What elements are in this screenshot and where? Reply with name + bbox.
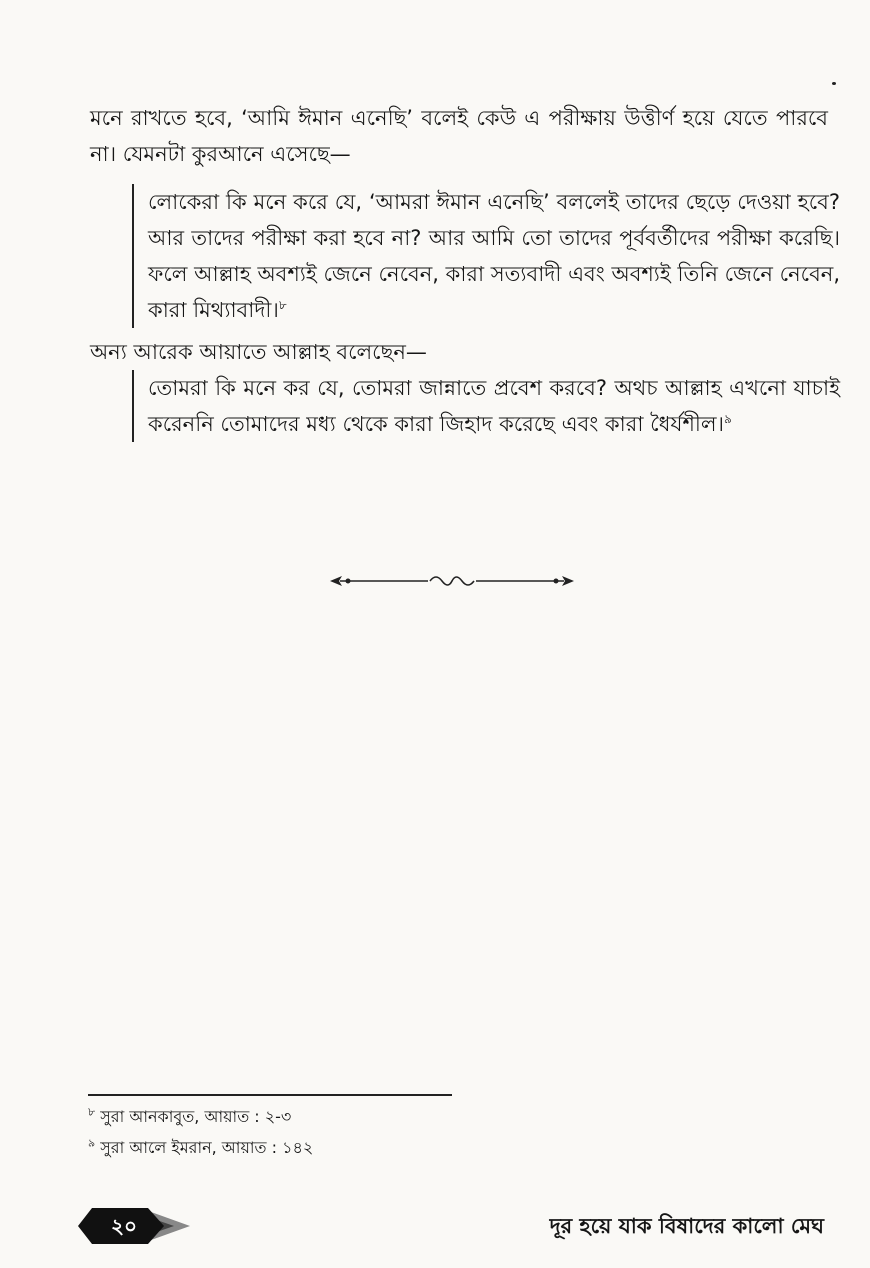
footnote-9-number: ৯ xyxy=(88,1136,96,1150)
footnote-9 xyxy=(88,1137,313,1159)
quote-1-text: লোকেরা কি মনে করে যে, ‘আমরা ঈমান এনেছি’ বললেই তাদের ছেড়ে দেওয়া হবে? আর তাদের পরীক্ষা করা হবে না? আর আমি তো তাদের পূর্ববর্তীদের পরীক্ষা করেছি। ফলে আল্লাহ অবশ্যই জেনে নেবেন, কারা সত্যবাদী এবং অবশ্যই তিনি জেনে নেবেন, কারা মিথ্যাবাদী। xyxy=(148,190,840,322)
running-title: দূর হয়ে যাক বিষাদের কালো মেঘ xyxy=(549,1214,824,1238)
intro-paragraph: মনে রাখতে হবে, ‘আমি ঈমান এনেছি’ বলেই কেউ এ পরীক্ষায় উত্তীর্ণ হয়ে যেতে পারবে না। যেমনটা কুরআনে এসেছে— xyxy=(90,106,828,166)
section-divider-ornament xyxy=(330,570,574,592)
quote-2-text: তোমরা কি মনে কর যে, তোমরা জান্নাতে প্রবেশ করবে? অথচ আল্লাহ এখনো যাচাই করেননি তোমাদের মধ্য থেকে কারা জিহাদ করেছে এবং কারা ধৈর্যশীল। xyxy=(148,376,840,436)
footnote-ref-9: ৯ xyxy=(724,412,732,426)
page-number: ২০ xyxy=(110,1214,137,1238)
transition-paragraph: অন্য আরেক আয়াতে আল্লাহ বলেছেন— xyxy=(90,340,427,364)
quran-quote-2 xyxy=(132,370,840,442)
footnote-8 xyxy=(88,1106,291,1128)
footnote-divider xyxy=(88,1094,452,1096)
footnote-ref-8: ৮ xyxy=(278,298,287,312)
quran-quote-1 xyxy=(132,184,840,328)
footnote-8-number: ৮ xyxy=(88,1105,96,1119)
footnote-8-text: সুরা আনকাবুত, আয়াত : ২-৩ xyxy=(100,1107,292,1126)
footnote-9-text: সুরা আলে ইমরান, আয়াত : ১৪২ xyxy=(100,1138,314,1157)
print-speck xyxy=(832,82,836,85)
